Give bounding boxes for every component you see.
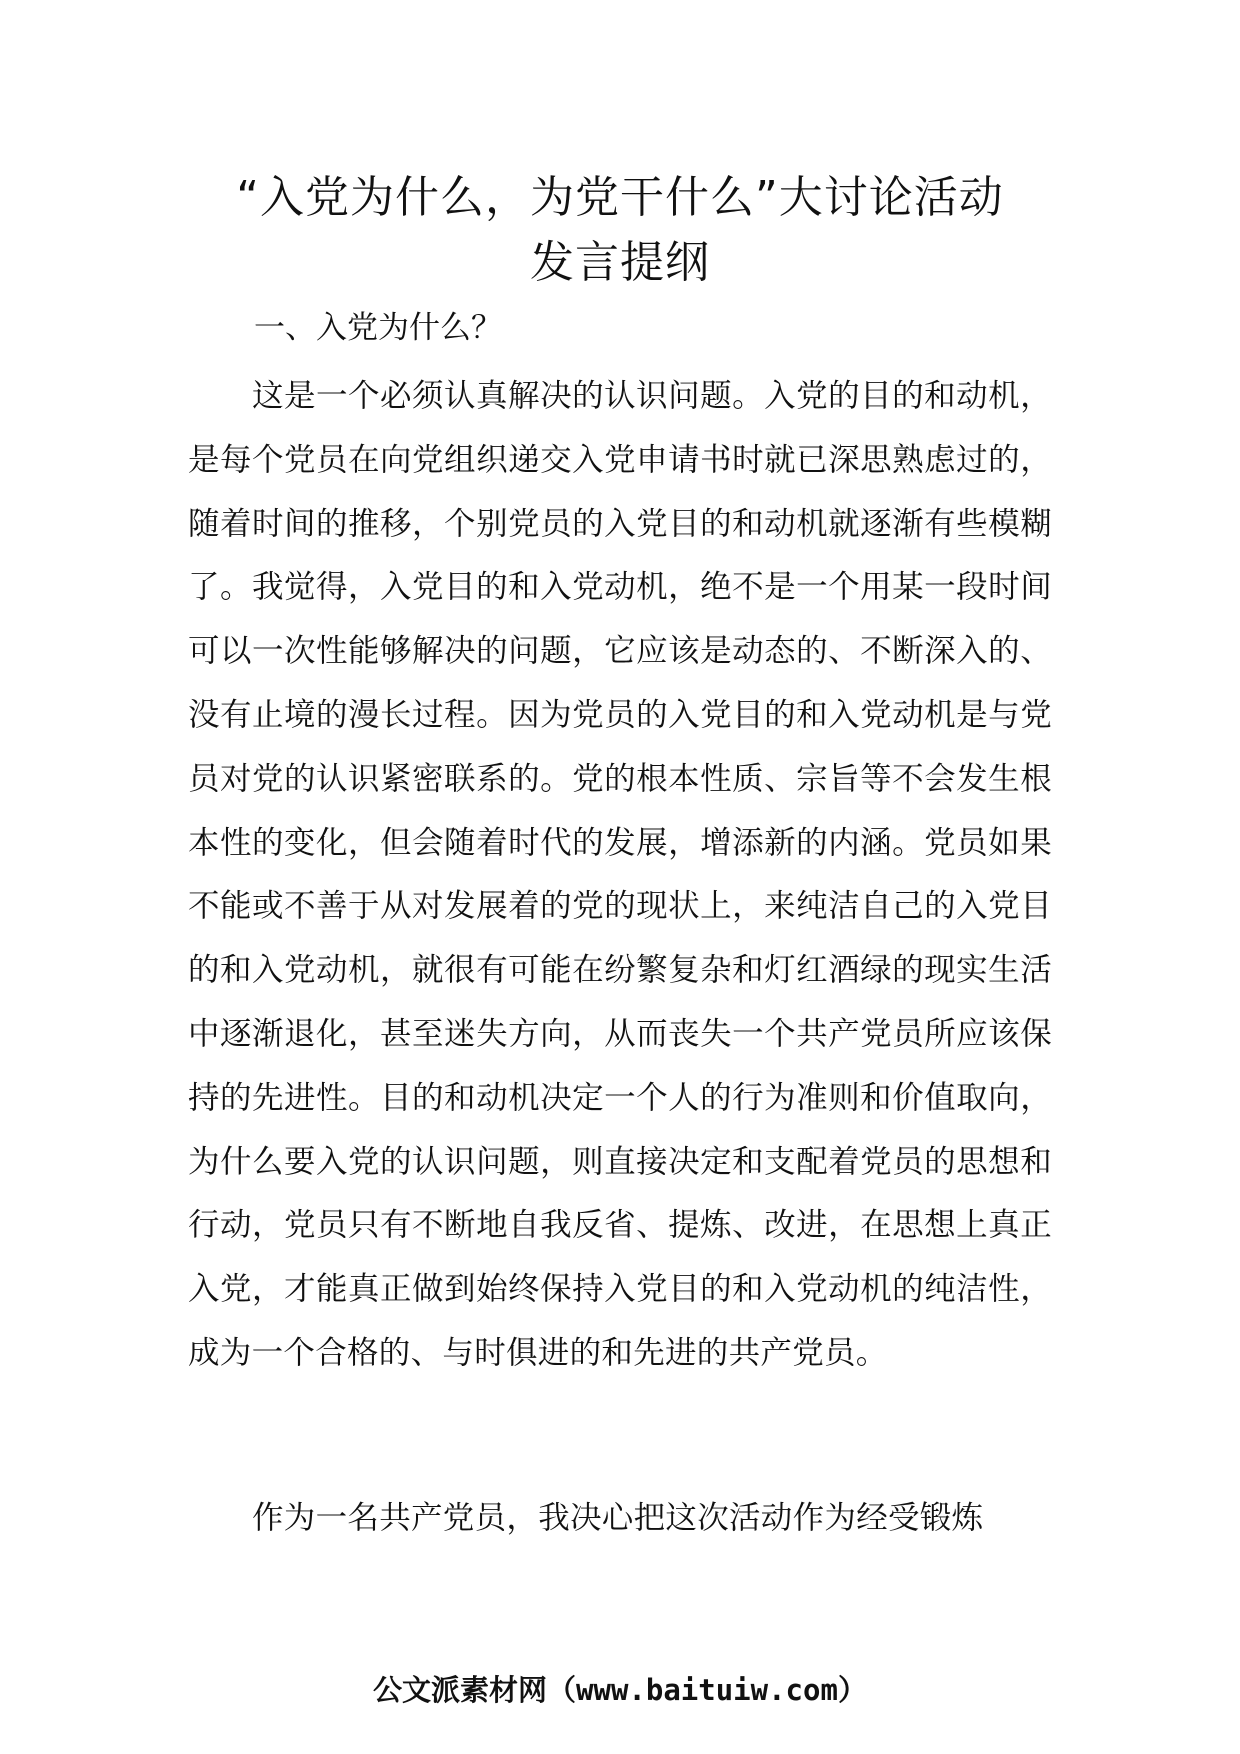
document-title-line-1: “入党为什么，为党干什么”大讨论活动	[236, 172, 1004, 223]
footer-url-open-paren: （	[547, 1673, 577, 1707]
section-heading: 一、入党为什么？	[254, 310, 502, 346]
footer-url-close-paren: ）	[837, 1673, 867, 1707]
footer-url: www.baituiw.com	[576, 1673, 838, 1707]
body-paragraph-1: 这是一个必须认真解决的认识问题。入党的目的和动机，是每个党员在向党组织递交入党申请书时就已深思熟虑过的，随着时间的推移，个别党员的入党目的和动机就逐渐有些模糊了。我觉得，入党目的和入党动机，绝不是一个用某一段时间可以一次性能够解决的问题，它应该是动态的、不断深入的、没有止境的漫长过程。因为党员的入党目的和入党动机是与党员对党的认识紧密联系的。党的根本性质、宗旨等不会发生根本性的变化，但会随着时代的发展，增添新的内涵。党员如果不能或不善于从对发展着的党的现状上，来纯洁自己的入党目的和入党动机，就很有可能在纷繁复杂和灯红酒绿的现实生活中逐渐退化，甚至迷失方向，从而丧失一个共产党员所应该保持的先进性。目的和动机决定一个人的行为准则和价值取向，为什么要入党的认识问题，则直接决定和支配着党员的思想和行动，党员只有不断地自我反省、提炼、改进，在思想上真正入党，才能真正做到始终保持入党目的和入党动机的纯洁性，成为一个合格的、与时俱进的和先进的共产党员。	[188, 378, 1052, 1371]
document-title-line-2: 发言提纲	[530, 237, 710, 288]
body-paragraph-2: 作为一名共产党员，我决心把这次活动作为经受锻炼	[252, 1500, 984, 1536]
footer-brand: 公文派素材网	[373, 1673, 548, 1707]
footer-watermark	[0, 1670, 1240, 1710]
